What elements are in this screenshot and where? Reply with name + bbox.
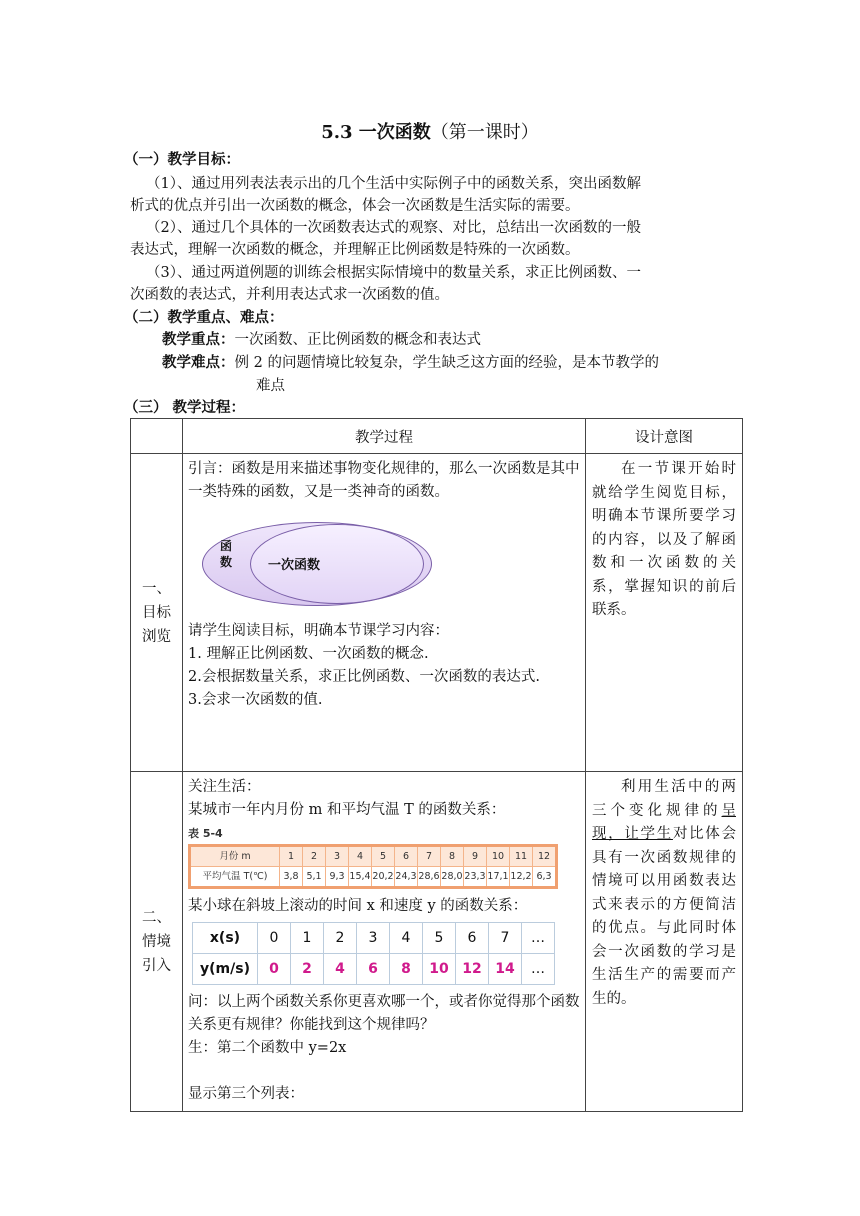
page-title: 5.3 一次函数（第一课时） xyxy=(321,122,539,143)
y-cell: 10 xyxy=(423,954,456,985)
question-text: 问：以上两个函数关系你更喜欢哪一个，或者你觉得那个函数关系更有规律？你能找到这个规律吗？ xyxy=(188,994,580,1033)
lesson-process-table xyxy=(130,418,743,1112)
month-cell: 10 xyxy=(487,846,510,867)
x-cell: 1 xyxy=(291,923,324,954)
month-cell: 7 xyxy=(418,846,441,867)
keypoints-heading: （二）教学重点、难点： xyxy=(124,310,284,326)
y-cell: … xyxy=(522,954,555,985)
difficulty-row: 教学难点：例 2 的问题情境比较复杂，学生缺乏这方面的经验，是本节教学的 xyxy=(162,355,659,371)
temp-cell: 17,1 xyxy=(487,867,510,888)
read-instruction: 请学生阅读目标，明确本节课学习内容： xyxy=(188,623,449,639)
section-1-content xyxy=(183,454,586,772)
col-header-design: 设计意图 xyxy=(586,419,743,454)
y-cell: 12 xyxy=(456,954,489,985)
objective-3-line-1: （3）、通过两道例题的训练会根据实际情境中的数量关系，求正比例函数、一 xyxy=(146,265,641,281)
temperature-table xyxy=(188,844,558,889)
col-header-process: 教学过程 xyxy=(183,419,586,454)
focus-life: 关注生活： xyxy=(188,779,261,795)
month-cell: 12 xyxy=(533,846,557,867)
y-cell: 8 xyxy=(390,954,423,985)
x-cell: 7 xyxy=(489,923,522,954)
month-cell: 1 xyxy=(280,846,303,867)
month-cell: 2 xyxy=(303,846,326,867)
ball-intro: 某小球在斜坡上滚动的时间 x 和速度 y 的函数关系： xyxy=(188,898,528,914)
x-cell: 3 xyxy=(357,923,390,954)
y-cell: 0 xyxy=(258,954,291,985)
difficulty-row-cont: 难点 xyxy=(256,378,285,394)
month-cell: 9 xyxy=(464,846,487,867)
month-cell: 8 xyxy=(441,846,464,867)
month-cell: 3 xyxy=(326,846,349,867)
y-label: y(m/s) xyxy=(193,954,258,985)
section-2-content xyxy=(183,772,586,1112)
temp-cell: 28,0 xyxy=(441,867,464,888)
temp-cell: 24,3 xyxy=(395,867,418,888)
y-cell: 14 xyxy=(489,954,522,985)
temp-cell: 6,3 xyxy=(533,867,557,888)
temp-cell: 28,6 xyxy=(418,867,441,888)
x-cell: 4 xyxy=(390,923,423,954)
month-cell: 6 xyxy=(395,846,418,867)
goal-item: 1. 理解正比例函数、一次函数的概念. xyxy=(188,646,429,662)
month-label: 月份 m xyxy=(190,846,280,867)
answer-text: 生：第二个函数中 y=2x xyxy=(188,1040,347,1056)
objectives-heading: （一）教学目标： xyxy=(124,152,240,168)
objective-3-line-2: 次函数的表达式，并利用表达式求一次函数的值。 xyxy=(130,287,449,303)
goal-item: 2.会根据数量关系，求正比例函数、一次函数的表达式. xyxy=(188,669,540,685)
show-third-table: 显示第三个列表： xyxy=(188,1086,304,1102)
temp-cell: 12,2 xyxy=(510,867,533,888)
focus-row: 教学重点：一次函数、正比例函数的概念和表达式 xyxy=(162,332,481,348)
temp-cell: 5,1 xyxy=(303,867,326,888)
intro-text: 引言：函数是用来描述事物变化规律的，那么一次函数是其中一类特殊的函数，又是一类神奇的函数。 xyxy=(188,461,580,500)
goal-item: 3.会求一次函数的值. xyxy=(188,692,323,708)
x-cell: … xyxy=(522,923,555,954)
temp-intro: 某城市一年内月份 m 和平均气温 T 的函数关系： xyxy=(188,802,506,818)
process-heading: （三） 教学过程： xyxy=(124,400,246,416)
section-2-design: 利用生活中的两三个变化规律的呈现，让学生对比体会具有一次函数规律的情境可以用函数表达式来表示的方便简洁的优点。与此同时体会一次函数的学习是生活生产的需要而产生的。 xyxy=(586,772,743,1112)
table-label: 表 5-4 xyxy=(188,827,223,840)
temp-cell: 9,3 xyxy=(326,867,349,888)
y-cell: 6 xyxy=(357,954,390,985)
objective-1-line-2: 析式的优点并引出一次函数的概念，体会一次函数是生活实际的需要。 xyxy=(130,198,580,214)
x-label: x(s) xyxy=(193,923,258,954)
venn-diagram xyxy=(202,522,432,606)
section-1-label: 一、 目标 浏览 xyxy=(131,454,183,772)
y-cell: 4 xyxy=(324,954,357,985)
y-cell: 2 xyxy=(291,954,324,985)
temp-cell: 3,8 xyxy=(280,867,303,888)
temp-cell: 23,3 xyxy=(464,867,487,888)
x-cell: 6 xyxy=(456,923,489,954)
objective-1-line-1: （1）、通过用列表法表示出的几个生活中实际例子中的函数关系，突出函数解 xyxy=(146,176,641,192)
ball-speed-table xyxy=(192,922,555,985)
month-cell: 5 xyxy=(372,846,395,867)
temp-cell: 15,4 xyxy=(349,867,372,888)
month-cell: 4 xyxy=(349,846,372,867)
section-1-design: 在一节课开始时就给学生阅览目标，明确本节课所要学习的内容，以及了解函数和一次函数的关系，掌握知识的前后联系。 xyxy=(586,454,743,772)
temp-label: 平均气温 T(℃) xyxy=(190,867,280,888)
x-cell: 2 xyxy=(324,923,357,954)
venn-outer-label: 函 数 xyxy=(220,539,233,569)
venn-inner-label: 一次函数 xyxy=(268,558,321,573)
objective-2-line-2: 表达式，理解一次函数的概念，并理解正比例函数是特殊的一次函数。 xyxy=(130,242,580,258)
objective-2-line-1: （2）、通过几个具体的一次函数表达式的观察、对比，总结出一次函数的一般 xyxy=(146,220,641,236)
x-cell: 5 xyxy=(423,923,456,954)
month-cell: 11 xyxy=(510,846,533,867)
temp-cell: 20,2 xyxy=(372,867,395,888)
section-2-label: 二、 情境 引入 xyxy=(131,772,183,1112)
x-cell: 0 xyxy=(258,923,291,954)
